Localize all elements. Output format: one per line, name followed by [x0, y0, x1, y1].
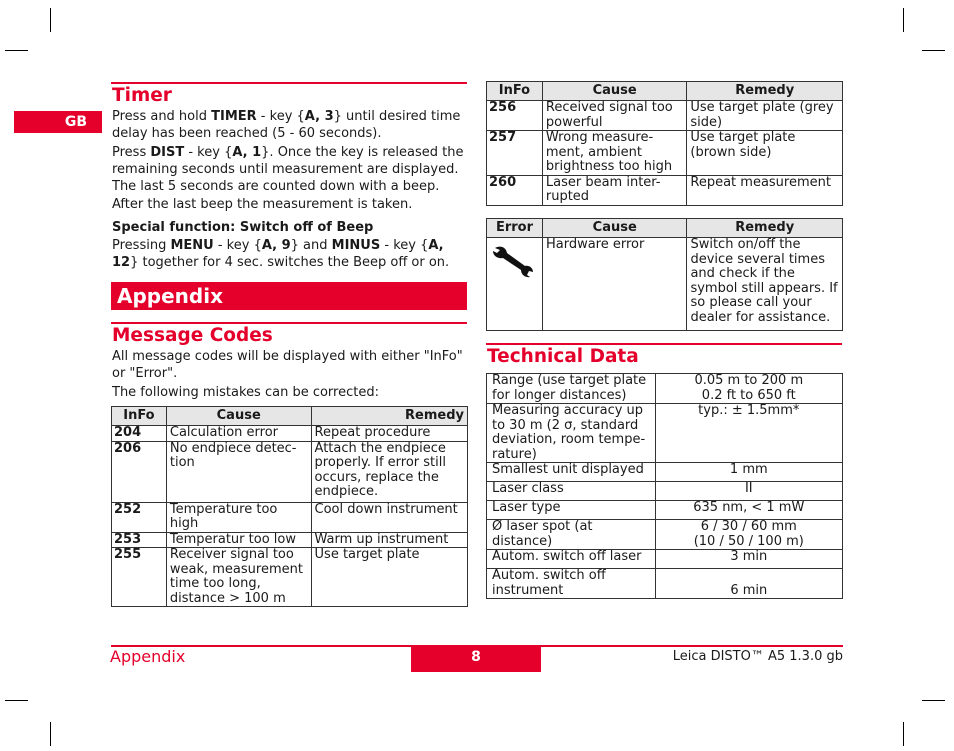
- message-codes-intro: All message codes will be displayed with either "InFo" or "Error".: [112, 349, 463, 382]
- table-row: [487, 520, 843, 550]
- spec-value: typ.: ± 1.5mm*: [655, 404, 842, 463]
- info-code: 253: [112, 532, 167, 548]
- crop-mark: [903, 722, 904, 746]
- section-rule: [486, 343, 842, 345]
- column-header: Remedy: [687, 82, 843, 101]
- timer-heading: Timer: [112, 85, 172, 106]
- info-code: 204: [112, 426, 167, 442]
- spec-label: Laser type: [487, 501, 656, 520]
- cause-cell: Wrong measure- ment, ambient brightness too high: [542, 131, 687, 176]
- table-row: [112, 548, 468, 607]
- table-row: [112, 502, 468, 532]
- section-rule: [111, 322, 467, 324]
- spec-value: 6 / 30 / 60 mm (10 / 50 / 100 m): [655, 520, 842, 550]
- table-row: [487, 238, 843, 331]
- info-code: 252: [112, 502, 167, 532]
- remedy-cell: Use target plate: [311, 548, 467, 607]
- spec-label: Autom. switch off laser: [487, 550, 656, 569]
- remedy-cell: Attach the endpiece properly. If error still occurs, replace the endpiece.: [311, 441, 467, 502]
- table-row: [487, 175, 843, 205]
- column-header: Error: [487, 219, 543, 238]
- table-row: [112, 532, 468, 548]
- spec-label: Laser class: [487, 482, 656, 501]
- table-row: [487, 463, 843, 482]
- spec-label: Ø laser spot (at distance): [487, 520, 656, 550]
- table-row: [487, 101, 843, 131]
- remedy-cell: Repeat procedure: [311, 426, 467, 442]
- error-codes-table: [486, 218, 843, 331]
- special-function-heading: Special function: Switch off of Beep: [112, 220, 374, 235]
- spec-value: 635 nm, < 1 mW: [655, 501, 842, 520]
- spec-label: Smallest unit displayed: [487, 463, 656, 482]
- wrench-icon: [491, 244, 535, 278]
- table-row: [487, 569, 843, 599]
- crop-mark: [903, 8, 904, 32]
- info-code: 255: [112, 548, 167, 607]
- crop-mark: [922, 50, 945, 51]
- spec-value: 1 mm: [655, 463, 842, 482]
- column-header: InFo: [112, 407, 167, 426]
- column-header: Cause: [542, 219, 687, 238]
- spec-value: II: [655, 482, 842, 501]
- table-row: [487, 550, 843, 569]
- column-header: Cause: [542, 82, 687, 101]
- remedy-cell: Warm up instrument: [311, 532, 467, 548]
- column-header: Cause: [166, 407, 311, 426]
- cause-cell: Temperatur too low: [166, 532, 311, 548]
- info-code: 206: [112, 441, 167, 502]
- info-codes-table-2: [486, 81, 843, 206]
- table-row: [487, 374, 843, 404]
- crop-mark: [5, 700, 28, 701]
- message-codes-note: The following mistakes can be corrected:: [112, 385, 379, 400]
- footer-product-name: Leica DISTO™ A5 1.3.0 gb: [672, 649, 843, 664]
- remedy-cell: Switch on/off the device several times and check if the symbol still appears. If so please call your dealer for assistance.: [687, 238, 843, 331]
- spec-value: 6 min: [655, 569, 842, 599]
- table-row: [487, 482, 843, 501]
- table-row: [487, 404, 843, 463]
- table-row: [487, 501, 843, 520]
- cause-cell: Receiver signal too weak, measurement time too long, distance > 100 m: [166, 548, 311, 607]
- cause-cell: Laser beam inter- rupted: [542, 175, 687, 205]
- info-code: 256: [487, 101, 543, 131]
- page-number: 8: [411, 647, 541, 672]
- error-symbol-cell: [487, 238, 543, 331]
- section-rule: [111, 82, 467, 84]
- crop-mark: [5, 50, 28, 51]
- cause-cell: Hardware error: [542, 238, 687, 331]
- crop-mark: [50, 722, 51, 746]
- timer-paragraph-1: Press and hold TIMER - key {A, 3} until desired time delay has been reached (5 - 60 seconds).: [112, 109, 461, 142]
- spec-label: Range (use target plate for longer distances): [487, 374, 656, 404]
- technical-data-table: [486, 373, 843, 599]
- cause-cell: Received signal too powerful: [542, 101, 687, 131]
- timer-paragraph-2: Press DIST - key {A, 1}. Once the key is released the remaining seconds until measurement are displayed. The last 5 seconds are counted down with a beep. After the last beep the measurement is taken.: [112, 145, 464, 212]
- technical-data-heading: Technical Data: [487, 346, 639, 367]
- table-row: [112, 441, 468, 502]
- footer-section-title: Appendix: [110, 647, 186, 666]
- spec-value: 3 min: [655, 550, 842, 569]
- timer-paragraph-3: Pressing MENU - key {A, 9} and MINUS - key {A, 12} together for 4 sec. switches the Beep off or on.: [112, 238, 450, 271]
- table-row: [112, 426, 468, 442]
- table-row: [487, 131, 843, 176]
- cause-cell: No endpiece detec- tion: [166, 441, 311, 502]
- remedy-cell: Use target plate (grey side): [687, 101, 843, 131]
- appendix-chapter-bar: Appendix: [111, 282, 467, 310]
- message-codes-heading: Message Codes: [112, 325, 273, 346]
- crop-mark: [922, 700, 945, 701]
- crop-mark: [50, 8, 51, 32]
- cause-cell: Calculation error: [166, 426, 311, 442]
- remedy-cell: Use target plate (brown side): [687, 131, 843, 176]
- column-header: Remedy: [687, 219, 843, 238]
- spec-label: Measuring accuracy up to 30 m (2 σ, standard deviation, room tempe- rature): [487, 404, 656, 463]
- remedy-cell: Cool down instrument: [311, 502, 467, 532]
- spec-value: 0.05 m to 200 m 0.2 ft to 650 ft: [655, 374, 842, 404]
- cause-cell: Temperature too high: [166, 502, 311, 532]
- info-codes-table-1: [111, 406, 468, 607]
- info-code: 260: [487, 175, 543, 205]
- info-code: 257: [487, 131, 543, 176]
- language-tab: GB: [14, 111, 102, 133]
- remedy-cell: Repeat measurement: [687, 175, 843, 205]
- spec-label: Autom. switch off instrument: [487, 569, 656, 599]
- column-header: InFo: [487, 82, 543, 101]
- column-header: Remedy: [311, 407, 467, 426]
